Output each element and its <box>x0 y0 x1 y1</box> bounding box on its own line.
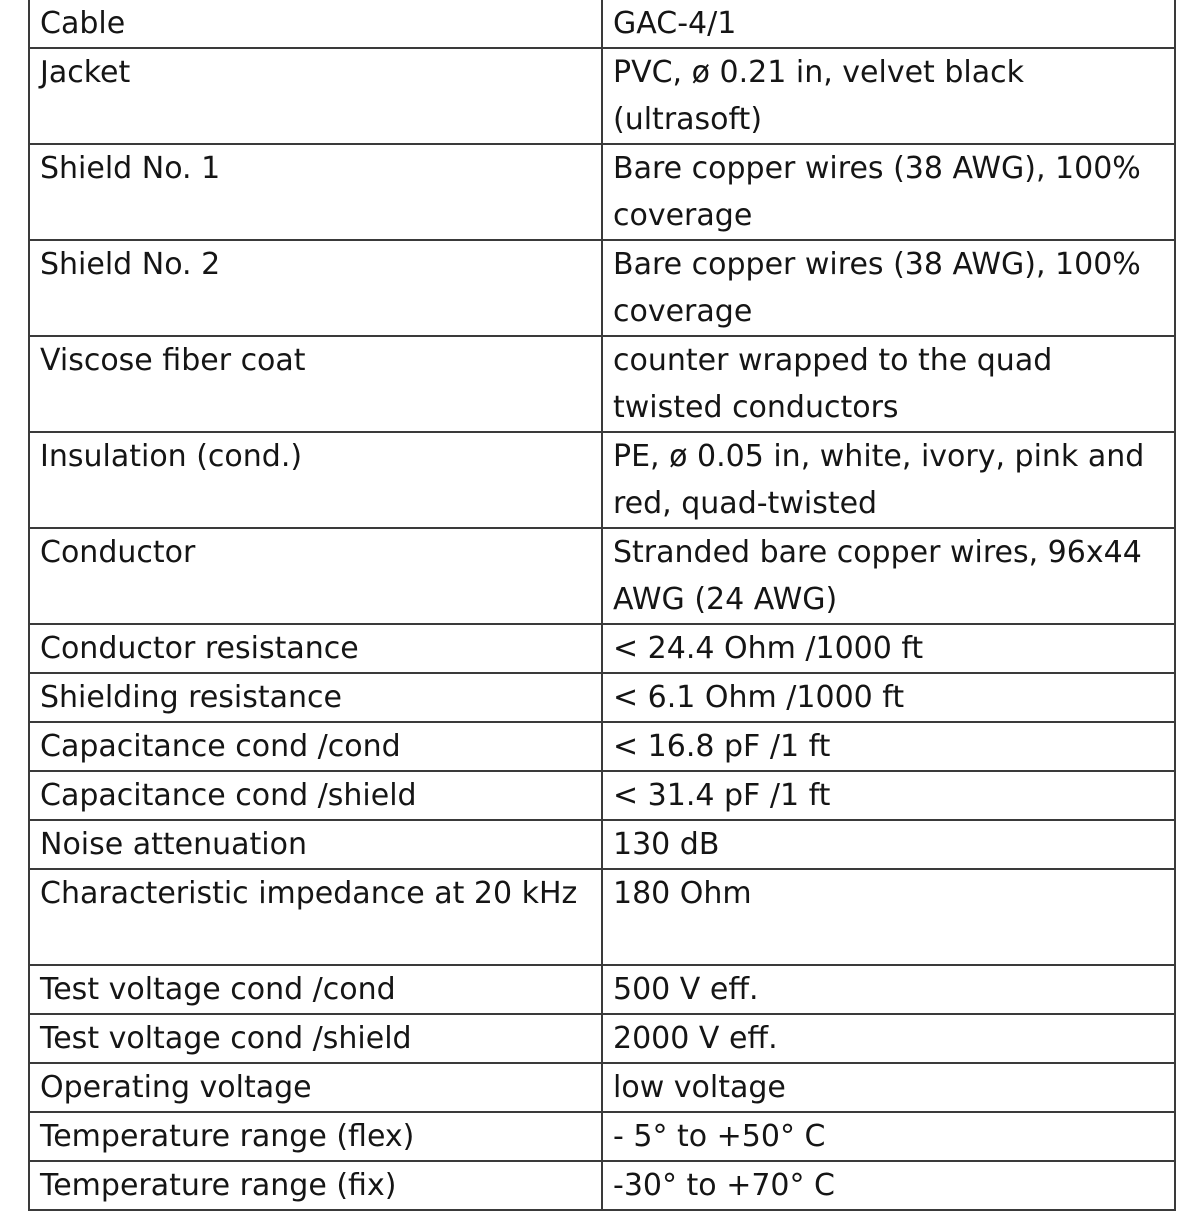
property-cell: Shield No. 2 <box>29 240 602 336</box>
property-cell: Capacitance cond /shield <box>29 771 602 820</box>
table-row <box>29 1161 1175 1210</box>
value-cell: - 5° to +50° C <box>602 1112 1175 1161</box>
value-cell: GAC-4/1 <box>602 0 1175 48</box>
table-row <box>29 624 1175 673</box>
property-cell: Test voltage cond /cond <box>29 965 602 1014</box>
property-cell: Temperature range (flex) <box>29 1112 602 1161</box>
property-cell: Temperature range (fix) <box>29 1161 602 1210</box>
value-cell: low voltage <box>602 1063 1175 1112</box>
table-row <box>29 528 1175 624</box>
table-row <box>29 1014 1175 1063</box>
table-row <box>29 1112 1175 1161</box>
table-row <box>29 673 1175 722</box>
value-cell: < 6.1 Ohm /1000 ft <box>602 673 1175 722</box>
property-cell: Characteristic impedance at 20 kHz <box>29 869 602 965</box>
value-cell: < 16.8 pF /1 ft <box>602 722 1175 771</box>
value-cell: PE, ø 0.05 in, white, ivory, pink and red, quad-twisted <box>602 432 1175 528</box>
value-cell: counter wrapped to the quad twisted conductors <box>602 336 1175 432</box>
table-row <box>29 144 1175 240</box>
property-cell: Capacitance cond /cond <box>29 722 602 771</box>
property-cell: Shield No. 1 <box>29 144 602 240</box>
value-cell: 2000 V eff. <box>602 1014 1175 1063</box>
property-cell: Noise attenuation <box>29 820 602 869</box>
table-row <box>29 771 1175 820</box>
property-cell: Jacket <box>29 48 602 144</box>
value-cell: < 31.4 pF /1 ft <box>602 771 1175 820</box>
table-row <box>29 722 1175 771</box>
property-cell: Viscose fiber coat <box>29 336 602 432</box>
property-cell: Shielding resistance <box>29 673 602 722</box>
table-row <box>29 432 1175 528</box>
value-cell: 130 dB <box>602 820 1175 869</box>
value-cell: PVC, ø 0.21 in, velvet black (ultrasoft) <box>602 48 1175 144</box>
spec-table <box>28 0 1176 1211</box>
table-row <box>29 869 1175 965</box>
table-row <box>29 965 1175 1014</box>
value-cell: Bare copper wires (38 AWG), 100% coverage <box>602 144 1175 240</box>
property-cell: Conductor <box>29 528 602 624</box>
table-row <box>29 48 1175 144</box>
value-cell: 180 Ohm <box>602 869 1175 965</box>
property-cell: Operating voltage <box>29 1063 602 1112</box>
property-cell: Cable <box>29 0 602 48</box>
value-cell: -30° to +70° C <box>602 1161 1175 1210</box>
property-cell: Test voltage cond /shield <box>29 1014 602 1063</box>
property-cell: Conductor resistance <box>29 624 602 673</box>
table-row <box>29 1063 1175 1112</box>
table-row <box>29 820 1175 869</box>
table-row <box>29 336 1175 432</box>
value-cell: < 24.4 Ohm /1000 ft <box>602 624 1175 673</box>
property-cell: Insulation (cond.) <box>29 432 602 528</box>
value-cell: Stranded bare copper wires, 96x44 AWG (24 AWG) <box>602 528 1175 624</box>
table-row <box>29 0 1175 48</box>
value-cell: 500 V eff. <box>602 965 1175 1014</box>
table-row <box>29 240 1175 336</box>
value-cell: Bare copper wires (38 AWG), 100% coverage <box>602 240 1175 336</box>
